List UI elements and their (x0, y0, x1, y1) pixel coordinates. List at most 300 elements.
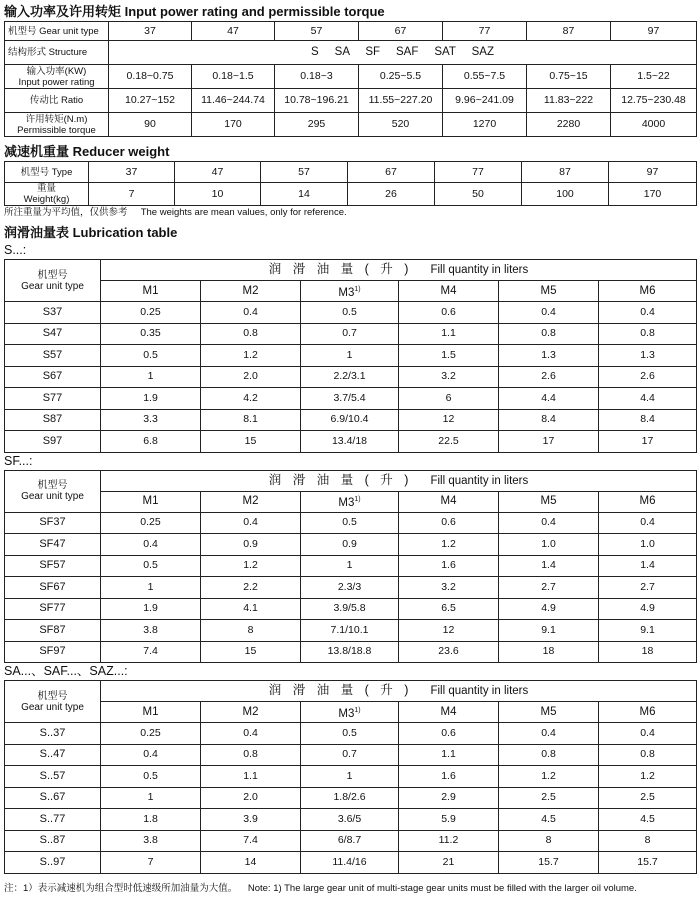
ratio-cell: 11.55~227.20 (359, 89, 443, 113)
lubrication-group-label: SA...、SAF...、SAZ...: (4, 664, 128, 678)
oil-quantity-cell: 8 (201, 620, 301, 642)
oil-quantity-cell: 0.4 (599, 723, 697, 745)
fill-quantity-header-cn: 润 滑 油 量 ( 升 ) (268, 472, 413, 487)
type-cell: 67 (359, 22, 443, 41)
position-label: M4 (440, 284, 457, 297)
gear-type-cell: S57 (5, 345, 101, 367)
oil-quantity-cell: 7.1/10.1 (301, 620, 399, 642)
oil-quantity-cell: 0.25 (101, 512, 201, 534)
position-label: M3 (338, 496, 355, 509)
oil-quantity-cell: 1 (301, 766, 399, 788)
oil-quantity-cell: 1.9 (101, 388, 201, 410)
table-row (5, 620, 697, 642)
oil-quantity-cell: 2.5 (499, 787, 599, 809)
oil-quantity-cell: 18 (499, 641, 599, 663)
position-header (399, 491, 499, 512)
m3-footnote-mark: 1) (354, 496, 361, 504)
oil-quantity-cell: 11.4/16 (301, 852, 399, 874)
m3-footnote-mark: 1) (354, 285, 361, 293)
weight-cell: 14 (261, 183, 348, 206)
position-label: M3 (338, 286, 355, 299)
oil-quantity-cell: 1.2 (201, 345, 301, 367)
oil-quantity-cell: 1.1 (201, 766, 301, 788)
oil-quantity-cell: 0.5 (301, 512, 399, 534)
gear-type-cell: S..87 (5, 830, 101, 852)
oil-quantity-cell: 2.0 (201, 787, 301, 809)
gear-type-cell: S..77 (5, 809, 101, 831)
gear-type-cell: S..37 (5, 723, 101, 745)
lub-header-row (5, 260, 697, 281)
oil-quantity-cell: 0.8 (499, 323, 599, 345)
oil-quantity-cell: 0.6 (399, 723, 499, 745)
oil-quantity-cell: 4.5 (599, 809, 697, 831)
structure-value: S SA SF SAF SAT SAZ (109, 41, 697, 65)
position-label: M6 (639, 705, 656, 718)
oil-quantity-cell: 8 (599, 830, 697, 852)
table-row (5, 388, 697, 410)
position-header (599, 491, 697, 512)
oil-quantity-cell: 15.7 (599, 852, 697, 874)
oil-quantity-cell: 3.3 (101, 409, 201, 431)
gear-type-cell: SF57 (5, 555, 101, 577)
torque-cell: 520 (359, 113, 443, 137)
position-label: M1 (142, 705, 159, 718)
gear-type-header-cn: 机型号 (37, 269, 68, 281)
gear-type-header-cn: 机型号 (37, 690, 68, 702)
oil-quantity-cell: 3.2 (399, 577, 499, 599)
oil-quantity-cell: 1.9 (101, 598, 201, 620)
oil-quantity-cell: 1 (101, 787, 201, 809)
oil-quantity-cell: 1 (301, 555, 399, 577)
gear-type-header (5, 260, 101, 302)
oil-quantity-cell: 0.8 (499, 744, 599, 766)
structure-label: 结构形式 Structure (5, 41, 109, 65)
position-header (101, 491, 201, 512)
type-row (5, 22, 697, 41)
gear-type-header (5, 681, 101, 723)
power-cell: 0.75~15 (527, 65, 611, 89)
table-row (5, 302, 697, 324)
gear-type-cell: S..57 (5, 766, 101, 788)
oil-quantity-cell: 11.2 (399, 830, 499, 852)
oil-quantity-cell: 0.35 (101, 323, 201, 345)
oil-quantity-cell: 21 (399, 852, 499, 874)
oil-quantity-cell: 1.1 (399, 744, 499, 766)
oil-quantity-cell: 4.4 (599, 388, 697, 410)
table-row (5, 766, 697, 788)
oil-quantity-cell: 0.8 (599, 323, 697, 345)
oil-quantity-cell: 23.6 (399, 641, 499, 663)
power-row (5, 65, 697, 89)
gear-type-header-en: Gear unit type (21, 280, 84, 292)
oil-quantity-cell: 3.9 (201, 809, 301, 831)
oil-quantity-cell: 0.8 (599, 744, 697, 766)
oil-quantity-cell: 1.6 (399, 555, 499, 577)
oil-quantity-cell: 1.3 (499, 345, 599, 367)
oil-quantity-cell: 6/8.7 (301, 830, 399, 852)
oil-quantity-cell: 4.5 (499, 809, 599, 831)
lub-header-row (5, 681, 697, 702)
oil-quantity-cell: 1.0 (499, 534, 599, 556)
oil-quantity-cell: 2.2 (201, 577, 301, 599)
oil-quantity-cell: 0.8 (201, 744, 301, 766)
gear-type-header (5, 470, 101, 512)
lubrication-group-label: SF...: (4, 453, 33, 468)
ratio-cell: 11.46~244.74 (192, 89, 275, 113)
table-row (5, 555, 697, 577)
oil-quantity-cell: 1.2 (599, 766, 697, 788)
oil-quantity-cell: 1.1 (399, 323, 499, 345)
oil-quantity-cell: 0.4 (101, 744, 201, 766)
oil-quantity-cell: 9.1 (599, 620, 697, 642)
table-row (5, 744, 697, 766)
m3-footnote-mark: 1) (354, 706, 361, 714)
oil-quantity-cell: 6 (399, 388, 499, 410)
oil-quantity-cell: 4.9 (599, 598, 697, 620)
lubrication-table (4, 470, 697, 664)
weight-type-row (5, 162, 697, 183)
oil-quantity-cell: 1.6 (399, 766, 499, 788)
oil-quantity-cell: 0.6 (399, 512, 499, 534)
position-header (201, 281, 301, 302)
oil-quantity-cell: 0.4 (499, 512, 599, 534)
oil-quantity-cell: 17 (499, 431, 599, 453)
oil-quantity-cell: 1.0 (599, 534, 697, 556)
table-row (5, 852, 697, 874)
position-header (599, 281, 697, 302)
table-row (5, 431, 697, 453)
weight-type-cell: 97 (609, 162, 697, 183)
power-cell: 0.55~7.5 (443, 65, 527, 89)
oil-quantity-cell: 4.4 (499, 388, 599, 410)
oil-quantity-cell: 15 (201, 431, 301, 453)
oil-quantity-cell: 0.9 (201, 534, 301, 556)
oil-quantity-cell: 3.9/5.8 (301, 598, 399, 620)
oil-quantity-cell: 15 (201, 641, 301, 663)
oil-quantity-cell: 0.5 (101, 766, 201, 788)
table-row (5, 809, 697, 831)
oil-quantity-cell: 2.6 (599, 366, 697, 388)
oil-quantity-cell: 0.4 (201, 723, 301, 745)
oil-quantity-cell: 1.4 (599, 555, 697, 577)
lub-header-row (5, 470, 697, 491)
oil-quantity-cell: 18 (599, 641, 697, 663)
weight-type-label: 机型号 Type (5, 162, 89, 183)
oil-quantity-cell: 6.8 (101, 431, 201, 453)
weight-cell: 7 (89, 183, 175, 206)
oil-quantity-cell: 0.5 (101, 345, 201, 367)
oil-quantity-cell: 3.7/5.4 (301, 388, 399, 410)
gear-type-cell: SF37 (5, 512, 101, 534)
lubrication-title: 润滑油量表 Lubrication table (4, 225, 178, 240)
oil-quantity-cell: 0.4 (201, 512, 301, 534)
position-header (201, 702, 301, 723)
lub-position-row (5, 491, 697, 512)
gear-type-cell: SF47 (5, 534, 101, 556)
gear-type-cell: S47 (5, 323, 101, 345)
ratio-cell: 10.27~152 (109, 89, 192, 113)
weight-type-cell: 87 (522, 162, 609, 183)
gear-type-cell: S..67 (5, 787, 101, 809)
weight-type-cell: 67 (348, 162, 435, 183)
position-label: M4 (440, 705, 457, 718)
oil-quantity-cell: 0.7 (301, 323, 399, 345)
position-label: M1 (142, 495, 159, 507)
position-header (599, 702, 697, 723)
oil-quantity-cell: 4.2 (201, 388, 301, 410)
position-label: M5 (540, 284, 557, 297)
torque-cell: 90 (109, 113, 192, 137)
oil-quantity-cell: 2.0 (201, 366, 301, 388)
oil-quantity-cell: 8.1 (201, 409, 301, 431)
gear-type-cell: S37 (5, 302, 101, 324)
table-row (5, 830, 697, 852)
weight-type-cell: 47 (175, 162, 261, 183)
oil-quantity-cell: 0.7 (301, 744, 399, 766)
oil-quantity-cell: 0.4 (499, 302, 599, 324)
weight-cell: 26 (348, 183, 435, 206)
oil-quantity-cell: 0.9 (301, 534, 399, 556)
oil-quantity-cell: 15.7 (499, 852, 599, 874)
position-label: M6 (639, 284, 656, 297)
weight-cell: 10 (175, 183, 261, 206)
position-label: M2 (242, 284, 259, 297)
torque-row (5, 113, 697, 137)
ratio-row (5, 89, 697, 113)
fill-quantity-header (101, 260, 697, 281)
fill-quantity-header-en: Fill quantity in liters (430, 685, 529, 697)
weight-cell: 50 (435, 183, 522, 206)
oil-quantity-cell: 3.2 (399, 366, 499, 388)
oil-quantity-cell: 3.8 (101, 620, 201, 642)
position-header (499, 281, 599, 302)
fill-quantity-header-en: Fill quantity in liters (430, 264, 529, 276)
power-label-cn: 输入功率(KW) (26, 65, 87, 77)
weight-type-cell: 57 (261, 162, 348, 183)
torque-cell: 1270 (443, 113, 527, 137)
oil-quantity-cell: 0.4 (101, 534, 201, 556)
power-cell: 0.25~5.5 (359, 65, 443, 89)
position-header (301, 491, 399, 512)
oil-quantity-cell: 2.3/3 (301, 577, 399, 599)
oil-quantity-cell: 2.7 (599, 577, 697, 599)
position-label: M6 (639, 495, 656, 507)
position-header (201, 491, 301, 512)
weight-type-cell: 77 (435, 162, 522, 183)
power-cell: 0.18~3 (275, 65, 359, 89)
oil-quantity-cell: 12 (399, 620, 499, 642)
power-cell: 1.5~22 (611, 65, 697, 89)
oil-quantity-cell: 13.8/18.8 (301, 641, 399, 663)
oil-quantity-cell: 1.8/2.6 (301, 787, 399, 809)
table-row (5, 345, 697, 367)
torque-label (5, 113, 109, 137)
ratio-cell: 10.78~196.21 (275, 89, 359, 113)
position-label: M2 (242, 495, 259, 507)
oil-quantity-cell: 2.2/3.1 (301, 366, 399, 388)
oil-quantity-cell: 8 (499, 830, 599, 852)
type-cell: 87 (527, 22, 611, 41)
gear-type-cell: S..47 (5, 744, 101, 766)
oil-quantity-cell: 9.1 (499, 620, 599, 642)
oil-quantity-cell: 0.5 (301, 302, 399, 324)
position-label: M4 (440, 495, 457, 507)
oil-quantity-cell: 1.4 (499, 555, 599, 577)
table-row (5, 641, 697, 663)
gear-type-cell: S..97 (5, 852, 101, 874)
table-row (5, 323, 697, 345)
position-label: M5 (540, 495, 557, 507)
position-header (399, 702, 499, 723)
oil-quantity-cell: 8.4 (499, 409, 599, 431)
fill-quantity-header (101, 470, 697, 491)
oil-quantity-cell: 4.1 (201, 598, 301, 620)
lub-position-row (5, 281, 697, 302)
table-row (5, 366, 697, 388)
gear-type-cell: SF77 (5, 598, 101, 620)
ratio-cell: 11.83~222 (527, 89, 611, 113)
footer-note: 注：1）表示减速机为组合型时低速级所加油量为大值。 Note: 1) The large gear unit of multi-stage gear units must be filled with the larger oil volume. (4, 882, 637, 894)
oil-quantity-cell: 2.5 (599, 787, 697, 809)
oil-quantity-cell: 1.5 (399, 345, 499, 367)
lubrication-table (4, 680, 697, 874)
table-row (5, 787, 697, 809)
ratio-label: 传动比 Ratio (5, 89, 109, 113)
input-power-title: 输入功率及许用转矩 Input power rating and permissible torque (4, 4, 385, 19)
position-header (301, 702, 399, 723)
weight-note: 所注重量为平均值，仅供参考 The weights are mean values, only for reference. (4, 207, 347, 218)
power-label-en: Input power rating (18, 76, 95, 88)
fill-quantity-header (101, 681, 697, 702)
type-cell: 57 (275, 22, 359, 41)
oil-quantity-cell: 1.2 (399, 534, 499, 556)
position-header (499, 491, 599, 512)
oil-quantity-cell: 2.6 (499, 366, 599, 388)
input-power-table (4, 21, 697, 137)
fill-quantity-header-cn: 润 滑 油 量 ( 升 ) (268, 262, 413, 276)
gear-type-header-en: Gear unit type (21, 701, 84, 713)
type-cell: 97 (611, 22, 697, 41)
oil-quantity-cell: 4.9 (499, 598, 599, 620)
position-label: M3 (338, 707, 355, 720)
gear-type-cell: S67 (5, 366, 101, 388)
gear-type-cell: S87 (5, 409, 101, 431)
weight-cell: 170 (609, 183, 697, 206)
power-label (5, 65, 109, 89)
oil-quantity-cell: 1.2 (201, 555, 301, 577)
oil-quantity-cell: 12 (399, 409, 499, 431)
oil-quantity-cell: 0.4 (499, 723, 599, 745)
gear-type-cell: SF87 (5, 620, 101, 642)
oil-quantity-cell: 0.5 (101, 555, 201, 577)
table-row (5, 512, 697, 534)
reducer-weight-table (4, 161, 697, 206)
oil-quantity-cell: 2.7 (499, 577, 599, 599)
table-row (5, 534, 697, 556)
oil-quantity-cell: 6.5 (399, 598, 499, 620)
gear-type-cell: SF67 (5, 577, 101, 599)
position-header (399, 281, 499, 302)
position-header (101, 281, 201, 302)
table-row (5, 723, 697, 745)
oil-quantity-cell: 13.4/18 (301, 431, 399, 453)
torque-cell: 2280 (527, 113, 611, 137)
oil-quantity-cell: 17 (599, 431, 697, 453)
ratio-cell: 12.75~230.48 (611, 89, 697, 113)
oil-quantity-cell: 6.9/10.4 (301, 409, 399, 431)
lubrication-groups (4, 242, 696, 874)
oil-quantity-cell: 3.6/5 (301, 809, 399, 831)
position-label: M1 (142, 284, 159, 297)
torque-label-cn: 许用转矩(N.m) (25, 113, 88, 125)
lubrication-table (4, 259, 697, 453)
gear-type-cell: SF97 (5, 641, 101, 663)
oil-quantity-cell: 1 (101, 577, 201, 599)
oil-quantity-cell: 7.4 (201, 830, 301, 852)
lub-position-row (5, 702, 697, 723)
weight-label (5, 183, 89, 206)
table-row (5, 409, 697, 431)
table-row (5, 577, 697, 599)
position-label: M2 (242, 705, 259, 718)
position-label: M5 (540, 705, 557, 718)
lubrication-group-label: S...: (4, 243, 27, 257)
oil-quantity-cell: 14 (201, 852, 301, 874)
reducer-weight-title: 减速机重量 Reducer weight (4, 144, 170, 159)
weight-label-cn: 重量 (36, 183, 56, 194)
position-header (499, 702, 599, 723)
oil-quantity-cell: 3.8 (101, 830, 201, 852)
torque-label-en: Permissible torque (17, 124, 96, 136)
weight-label-en: Weight(kg) (23, 194, 70, 205)
gear-type-cell: S77 (5, 388, 101, 410)
weight-type-cell: 37 (89, 162, 175, 183)
oil-quantity-cell: 0.4 (599, 512, 697, 534)
oil-quantity-cell: 1 (301, 345, 399, 367)
oil-quantity-cell: 0.25 (101, 302, 201, 324)
type-cell: 77 (443, 22, 527, 41)
fill-quantity-header-en: Fill quantity in liters (430, 474, 529, 487)
oil-quantity-cell: 7.4 (101, 641, 201, 663)
oil-quantity-cell: 0.5 (301, 723, 399, 745)
oil-quantity-cell: 0.4 (599, 302, 697, 324)
structure-row (5, 41, 697, 65)
oil-quantity-cell: 1.2 (499, 766, 599, 788)
torque-cell: 170 (192, 113, 275, 137)
oil-quantity-cell: 0.6 (399, 302, 499, 324)
oil-quantity-cell: 2.9 (399, 787, 499, 809)
oil-quantity-cell: 0.8 (201, 323, 301, 345)
oil-quantity-cell: 0.25 (101, 723, 201, 745)
type-cell: 37 (109, 22, 192, 41)
torque-cell: 295 (275, 113, 359, 137)
oil-quantity-cell: 1.3 (599, 345, 697, 367)
gear-type-header-en: Gear unit type (21, 491, 84, 502)
oil-quantity-cell: 8.4 (599, 409, 697, 431)
fill-quantity-header-cn: 润 滑 油 量 ( 升 ) (268, 683, 413, 697)
weight-row (5, 183, 697, 206)
power-cell: 0.18~1.5 (192, 65, 275, 89)
type-cell: 47 (192, 22, 275, 41)
gear-type-header-cn: 机型号 (37, 480, 68, 491)
gear-type-cell: S97 (5, 431, 101, 453)
ratio-cell: 9.96~241.09 (443, 89, 527, 113)
oil-quantity-cell: 5.9 (399, 809, 499, 831)
oil-quantity-cell: 7 (101, 852, 201, 874)
oil-quantity-cell: 0.4 (201, 302, 301, 324)
weight-cell: 100 (522, 183, 609, 206)
type-label: 机型号 Gear unit type (5, 22, 109, 41)
